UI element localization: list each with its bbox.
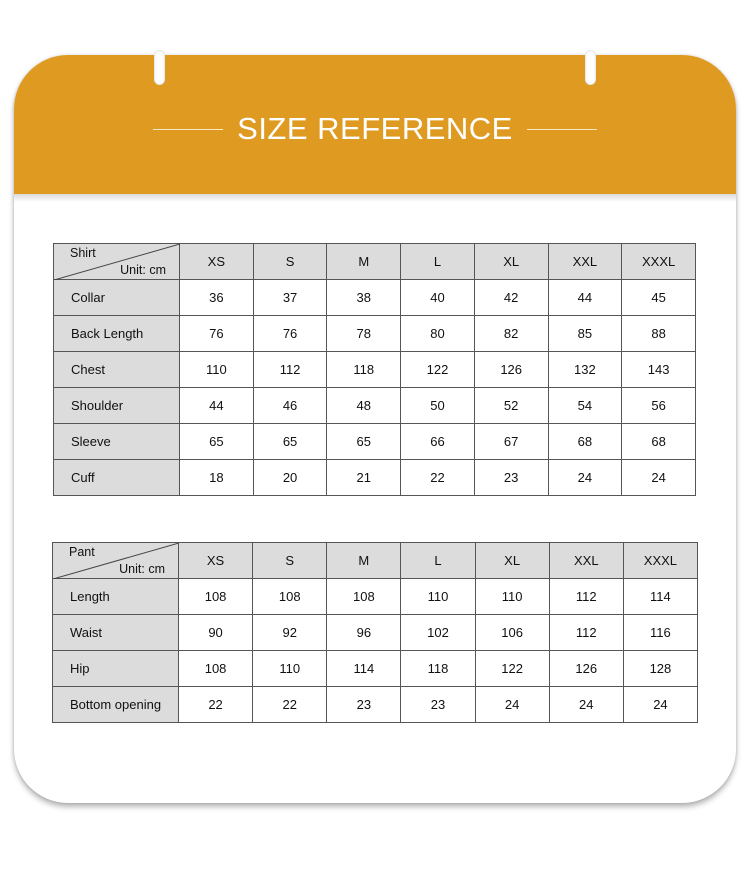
table-cell: 22 [253, 687, 327, 723]
table-row [54, 388, 696, 424]
table-cell: 56 [622, 388, 696, 424]
table-row [54, 352, 696, 388]
size-header: XS [180, 244, 254, 280]
pant-corner-label: Pant [69, 545, 95, 559]
size-header: M [327, 543, 401, 579]
table-cell: 76 [180, 316, 254, 352]
table-cell: 68 [622, 424, 696, 460]
table-cell: 132 [548, 352, 622, 388]
row-label: Waist [53, 615, 179, 651]
shirt-header-row [54, 244, 696, 280]
table-cell: 90 [179, 615, 253, 651]
table-cell: 22 [179, 687, 253, 723]
table-cell: 24 [623, 687, 697, 723]
table-cell: 110 [401, 579, 475, 615]
page-title: SIZE REFERENCE [237, 111, 513, 146]
table-cell: 23 [474, 460, 548, 496]
size-header: L [401, 244, 475, 280]
size-header: S [253, 244, 327, 280]
size-header: XXXL [622, 244, 696, 280]
table-row [54, 280, 696, 316]
table-cell: 50 [401, 388, 475, 424]
table-cell: 68 [548, 424, 622, 460]
shirt-corner-cell [54, 244, 180, 280]
table-cell: 37 [253, 280, 327, 316]
size-header: XXXL [623, 543, 697, 579]
title-row [14, 107, 736, 151]
row-label: Length [53, 579, 179, 615]
table-cell: 67 [474, 424, 548, 460]
table-cell: 112 [253, 352, 327, 388]
table-cell: 92 [253, 615, 327, 651]
header-shadow [14, 194, 736, 202]
table-cell: 80 [401, 316, 475, 352]
size-header: XL [475, 543, 549, 579]
table-row [54, 460, 696, 496]
pant-header-row [53, 543, 698, 579]
row-label: Back Length [54, 316, 180, 352]
table-cell: 65 [327, 424, 401, 460]
table-cell: 122 [401, 352, 475, 388]
title-left-rule [153, 129, 223, 130]
table-cell: 110 [180, 352, 254, 388]
row-label: Sleeve [54, 424, 180, 460]
title-right-rule [527, 129, 597, 130]
table-cell: 24 [622, 460, 696, 496]
table-cell: 128 [623, 651, 697, 687]
shirt-corner-label: Shirt [70, 246, 96, 260]
table-cell: 42 [474, 280, 548, 316]
table-cell: 88 [622, 316, 696, 352]
size-header: XXL [549, 543, 623, 579]
row-label: Bottom opening [53, 687, 179, 723]
table-cell: 65 [180, 424, 254, 460]
table-cell: 38 [327, 280, 401, 316]
table-cell: 122 [475, 651, 549, 687]
table-cell: 52 [474, 388, 548, 424]
table-row [54, 424, 696, 460]
table-cell: 112 [549, 579, 623, 615]
table-cell: 44 [180, 388, 254, 424]
table-cell: 45 [622, 280, 696, 316]
card-header [14, 55, 736, 194]
table-cell: 112 [549, 615, 623, 651]
table-cell: 106 [475, 615, 549, 651]
binder-ring-left [154, 50, 165, 85]
table-cell: 108 [179, 579, 253, 615]
table-cell: 108 [327, 579, 401, 615]
shirt-unit-label: Unit: cm [120, 263, 166, 277]
table-cell: 48 [327, 388, 401, 424]
table-cell: 116 [623, 615, 697, 651]
size-header: L [401, 543, 475, 579]
size-header: M [327, 244, 401, 280]
table-cell: 20 [253, 460, 327, 496]
pant-unit-label: Unit: cm [119, 562, 165, 576]
table-row [54, 316, 696, 352]
pant-size-table [52, 542, 698, 723]
row-label: Chest [54, 352, 180, 388]
table-cell: 66 [401, 424, 475, 460]
row-label: Collar [54, 280, 180, 316]
table-cell: 102 [401, 615, 475, 651]
table-row [53, 687, 698, 723]
pant-corner-cell [53, 543, 179, 579]
table-cell: 65 [253, 424, 327, 460]
row-label: Cuff [54, 460, 180, 496]
table-cell: 108 [253, 579, 327, 615]
table-cell: 82 [474, 316, 548, 352]
table-cell: 118 [327, 352, 401, 388]
table-cell: 114 [623, 579, 697, 615]
table-cell: 76 [253, 316, 327, 352]
table-cell: 24 [549, 687, 623, 723]
table-cell: 21 [327, 460, 401, 496]
table-cell: 40 [401, 280, 475, 316]
size-header: XXL [548, 244, 622, 280]
table-cell: 118 [401, 651, 475, 687]
table-cell: 44 [548, 280, 622, 316]
binder-ring-right [585, 50, 596, 85]
table-cell: 36 [180, 280, 254, 316]
table-row [53, 615, 698, 651]
shirt-size-table [53, 243, 696, 496]
table-cell: 108 [179, 651, 253, 687]
table-cell: 18 [180, 460, 254, 496]
table-cell: 110 [253, 651, 327, 687]
size-header: XL [474, 244, 548, 280]
table-cell: 126 [549, 651, 623, 687]
table-row [53, 651, 698, 687]
size-header: XS [179, 543, 253, 579]
table-cell: 23 [401, 687, 475, 723]
table-cell: 54 [548, 388, 622, 424]
row-label: Shoulder [54, 388, 180, 424]
table-cell: 114 [327, 651, 401, 687]
table-row [53, 579, 698, 615]
table-cell: 85 [548, 316, 622, 352]
table-cell: 110 [475, 579, 549, 615]
table-cell: 23 [327, 687, 401, 723]
table-cell: 22 [401, 460, 475, 496]
table-cell: 46 [253, 388, 327, 424]
table-cell: 143 [622, 352, 696, 388]
table-cell: 24 [475, 687, 549, 723]
size-header: S [253, 543, 327, 579]
table-cell: 24 [548, 460, 622, 496]
row-label: Hip [53, 651, 179, 687]
table-cell: 126 [474, 352, 548, 388]
table-cell: 78 [327, 316, 401, 352]
table-cell: 96 [327, 615, 401, 651]
